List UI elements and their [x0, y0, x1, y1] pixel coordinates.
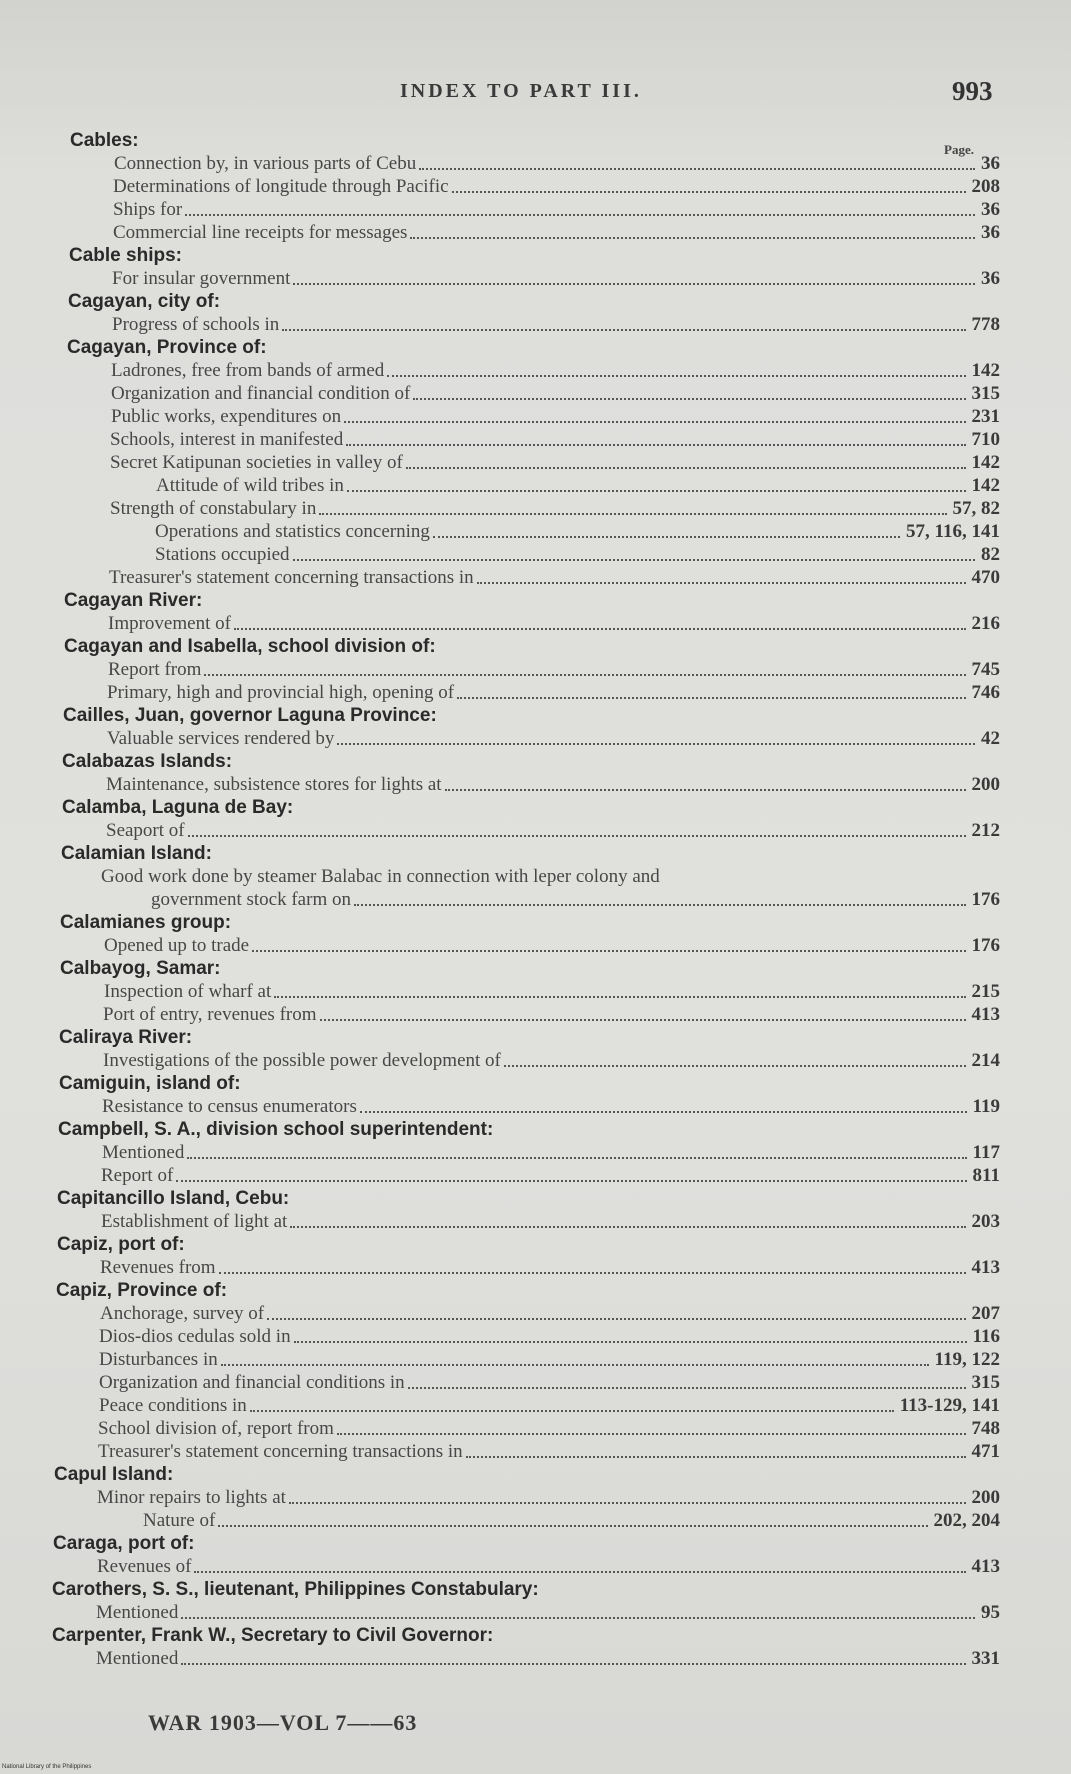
page-title: INDEX TO PART III.	[400, 80, 642, 102]
index-page-ref: 212	[971, 820, 1000, 841]
index-entry	[111, 383, 1000, 405]
index-entry	[96, 1602, 1000, 1624]
dot-leader	[466, 1455, 966, 1458]
index-page-ref: 746	[971, 682, 1000, 703]
index-entry-text: Resistance to census enumerators	[102, 1096, 357, 1117]
index-page-ref: 231	[971, 406, 1000, 427]
dot-leader	[181, 1662, 965, 1665]
index-heading-text: Caliraya River:	[59, 1027, 193, 1048]
index-entry-text: Organization and financial condition of	[111, 383, 411, 404]
index-heading-text: Cable ships:	[69, 245, 182, 266]
index-entry-text: Report of	[101, 1165, 174, 1186]
index-heading	[62, 751, 1000, 773]
index-heading-text: Cagayan, Province of:	[67, 337, 267, 358]
index-entry-text: Operations and statistics concerning	[155, 521, 430, 542]
index-entry	[106, 774, 1000, 796]
index-heading-text: Calamba, Laguna de Bay:	[62, 797, 294, 818]
index-page-ref: 470	[971, 567, 1000, 588]
index-entry	[113, 199, 1000, 221]
dot-leader	[267, 1317, 965, 1320]
index-heading	[59, 1027, 1000, 1049]
page-header	[0, 76, 1071, 116]
index-entry	[155, 521, 1000, 543]
index-entry	[102, 1142, 1000, 1164]
index-entry	[106, 820, 1000, 842]
index-entry	[113, 176, 1000, 198]
index-heading-text: Cables:	[70, 130, 139, 151]
index-heading	[60, 912, 1000, 934]
index-entry	[97, 1487, 1000, 1509]
dot-leader	[194, 1570, 965, 1573]
index-entry-text: government stock farm on	[151, 889, 351, 910]
index-heading-text: Capiz, Province of:	[56, 1280, 228, 1301]
scan-credit: National Library of the Philippines	[2, 1764, 92, 1770]
index-entry	[103, 1004, 1000, 1026]
dot-leader	[293, 558, 975, 561]
dot-leader	[477, 581, 966, 584]
index-entry	[102, 1096, 1000, 1118]
index-page-ref: 176	[971, 889, 1000, 910]
index-page-ref: 57, 116, 141	[906, 521, 1000, 542]
index-entry-text: Mentioned	[102, 1142, 185, 1163]
index-entry	[110, 429, 1000, 451]
index-entry-text: Valuable services rendered by	[107, 728, 335, 749]
dot-leader	[221, 1363, 929, 1366]
index-entry-text: Treasurer's statement concerning transactions in	[109, 567, 474, 588]
dot-leader	[413, 397, 965, 400]
index-entry	[111, 406, 1000, 428]
index-heading-text: Carothers, S. S., lieutenant, Philippines Constabulary:	[52, 1579, 539, 1600]
index-page-ref: 142	[971, 360, 1000, 381]
index-entry	[103, 1050, 1000, 1072]
index-heading	[69, 245, 1000, 267]
dot-leader	[337, 742, 975, 745]
index-heading	[61, 843, 1000, 865]
index-heading	[52, 1625, 1000, 1647]
dot-leader	[185, 213, 975, 216]
index-page-ref: 36	[981, 222, 1000, 243]
index-entry-text: Progress of schools in	[112, 314, 280, 335]
index-heading	[57, 1234, 1000, 1256]
index-entry	[99, 1372, 1000, 1394]
index-entry	[96, 1648, 1000, 1670]
index-heading-text: Capul Island:	[54, 1464, 174, 1485]
index-heading-text: Caraga, port of:	[53, 1533, 195, 1554]
index-page-ref: 778	[971, 314, 1000, 335]
index-page-ref: 119, 122	[934, 1349, 1000, 1370]
page-footer: WAR 1903—VOL 7——63	[148, 1710, 418, 1735]
index-entry-text: Nature of	[143, 1510, 216, 1531]
index-heading	[59, 1073, 1000, 1095]
index-page-ref: 216	[971, 613, 1000, 634]
dot-leader	[274, 995, 965, 998]
index-page-ref: 202, 204	[933, 1510, 1000, 1531]
index-entry	[110, 452, 1000, 474]
dot-leader	[234, 627, 966, 630]
dot-leader	[457, 696, 965, 699]
index-heading-text: Calamian Island:	[61, 843, 212, 864]
index-page-ref: 200	[971, 1487, 1000, 1508]
index-entry-text: School division of, report from	[98, 1418, 334, 1439]
index-heading	[70, 130, 1000, 152]
index-heading	[60, 958, 1000, 980]
index-heading-text: Calamianes group:	[60, 912, 232, 933]
index-heading-text: Carpenter, Frank W., Secretary to Civil Governor:	[52, 1625, 494, 1646]
index-page-ref: 413	[971, 1556, 1000, 1577]
index-entry	[143, 1510, 1000, 1532]
index-entry	[107, 682, 1000, 704]
index-heading	[64, 590, 1000, 612]
index-page-ref: 315	[971, 1372, 1000, 1393]
index-entry-text: Mentioned	[96, 1648, 179, 1669]
dot-leader	[218, 1524, 927, 1527]
index-page-ref: 413	[971, 1257, 1000, 1278]
dot-leader	[406, 466, 966, 469]
index-entry-text: Inspection of wharf at	[104, 981, 272, 1002]
dot-leader	[204, 673, 965, 676]
index-heading-text: Capitancillo Island, Cebu:	[57, 1188, 290, 1209]
index-heading-text: Cailles, Juan, governor Laguna Province:	[63, 705, 437, 726]
index-page-ref: 142	[971, 475, 1000, 496]
index-entry	[99, 1326, 1000, 1348]
index-heading-text: Camiguin, island of:	[59, 1073, 241, 1094]
index-heading-text: Capiz, port of:	[57, 1234, 185, 1255]
index-entry-text: Ladrones, free from bands of armed	[111, 360, 385, 381]
index-page-ref: 471	[971, 1441, 1000, 1462]
index-entry	[151, 889, 1000, 911]
index-page-ref: 57, 82	[952, 498, 1000, 519]
index-page-ref: 42	[981, 728, 1000, 749]
index-entry	[104, 981, 1000, 1003]
index-page-ref: 95	[981, 1602, 1000, 1623]
index-entry-text: Dios-dios cedulas sold in	[99, 1326, 291, 1347]
index-page-ref: 331	[971, 1648, 1000, 1669]
index-page-ref: 710	[971, 429, 1000, 450]
index-entry	[98, 1418, 1000, 1440]
index-entry	[99, 1395, 1000, 1417]
dot-leader	[346, 443, 965, 446]
index-entry	[99, 1349, 1000, 1371]
dot-leader	[181, 1616, 975, 1619]
index-page-ref: 200	[971, 774, 1000, 795]
dot-leader	[408, 1386, 966, 1389]
index-heading	[57, 1188, 1000, 1210]
index-heading	[52, 1579, 1000, 1601]
index-entry-text: Port of entry, revenues from	[103, 1004, 317, 1025]
index-heading-text: Cagayan and Isabella, school division of:	[64, 636, 436, 657]
dot-leader	[387, 374, 965, 377]
index-heading	[63, 705, 1000, 727]
index-heading	[54, 1464, 1000, 1486]
index-entry-text: Investigations of the possible power development of	[103, 1050, 501, 1071]
index-page-ref: 748	[971, 1418, 1000, 1439]
index-entry-text: Secret Katipunan societies in valley of	[110, 452, 403, 473]
index-page-ref: 215	[971, 981, 1000, 1002]
index-heading	[68, 291, 1000, 313]
index-heading	[62, 797, 1000, 819]
dot-leader	[419, 167, 975, 170]
index-page-ref: 413	[971, 1004, 1000, 1025]
dot-leader	[293, 282, 975, 285]
index-entry-text: Maintenance, subsistence stores for lights at	[106, 774, 442, 795]
index-entry	[104, 935, 1000, 957]
dot-leader	[354, 903, 966, 906]
index-entry-text: Attitude of wild tribes in	[156, 475, 344, 496]
index-page-ref: 208	[971, 176, 1000, 197]
dot-leader	[360, 1110, 967, 1113]
index-page-ref: 117	[972, 1142, 1000, 1163]
index-page-ref: 119	[972, 1096, 1000, 1117]
index-page-ref: 214	[971, 1050, 1000, 1071]
index-entry-text: Primary, high and provincial high, opening of	[107, 682, 455, 703]
dot-leader	[433, 535, 900, 538]
index-entry-text: Seaport of	[106, 820, 185, 841]
index-entry	[109, 567, 1000, 589]
dot-leader	[294, 1340, 967, 1343]
index-entry	[155, 544, 1000, 566]
index-entry	[101, 1211, 1000, 1233]
index-entry	[101, 866, 1000, 888]
dot-leader	[452, 190, 966, 193]
index-page-ref: 36	[981, 153, 1000, 174]
index-entry	[98, 1441, 1000, 1463]
index-entry-text: Stations occupied	[155, 544, 290, 565]
index-entry-text: Determinations of longitude through Pacific	[113, 176, 449, 197]
dot-leader	[344, 420, 965, 423]
index-heading	[56, 1280, 1000, 1302]
dot-leader	[252, 949, 965, 952]
index-entry	[111, 360, 1000, 382]
index-entry	[100, 1303, 1000, 1325]
index-page-ref: 116	[972, 1326, 1000, 1347]
index-entry-text: Report from	[108, 659, 202, 680]
index-page-ref: 315	[971, 383, 1000, 404]
index-entry-text: Connection by, in various parts of Cebu	[114, 153, 417, 174]
index-entry-text: Good work done by steamer Balabac in connection with leper colony and	[101, 866, 660, 887]
index-heading-text: Campbell, S. A., division school superintendent:	[58, 1119, 494, 1140]
dot-leader	[445, 788, 966, 791]
index-heading	[58, 1119, 1000, 1141]
index-heading-text: Calabazas Islands:	[62, 751, 233, 772]
dot-leader	[289, 1501, 966, 1504]
index-entry	[108, 659, 1000, 681]
dot-leader	[319, 512, 946, 515]
index-page-ref: 113-129, 141	[899, 1395, 1000, 1416]
index-heading	[67, 337, 1000, 359]
index-page-ref: 207	[971, 1303, 1000, 1324]
dot-leader	[219, 1271, 966, 1274]
index-page-ref: 745	[971, 659, 1000, 680]
dot-leader	[410, 236, 975, 239]
index-heading	[64, 636, 1000, 658]
index-heading-text: Cagayan River:	[64, 590, 203, 611]
index-entry-text: Anchorage, survey of	[100, 1303, 265, 1324]
index-page-ref: 203	[971, 1211, 1000, 1232]
index-entry-text: For insular government	[112, 268, 291, 289]
index-entry	[114, 153, 1000, 175]
dot-leader	[176, 1179, 966, 1182]
dot-leader	[290, 1225, 965, 1228]
index-entry	[110, 498, 1000, 520]
index-page-ref: 176	[971, 935, 1000, 956]
index-page-ref: 82	[981, 544, 1000, 565]
index-page-ref: 811	[972, 1165, 1000, 1186]
index-entry-text: Schools, interest in manifested	[110, 429, 344, 450]
index-entry-text: Peace conditions in	[99, 1395, 247, 1416]
dot-leader	[282, 328, 965, 331]
index-entry	[112, 314, 1000, 336]
index-entry	[100, 1257, 1000, 1279]
index-entry-text: Improvement of	[108, 613, 231, 634]
index-entry-text: Mentioned	[96, 1602, 179, 1623]
index-entry-text: Strength of constabulary in	[110, 498, 317, 519]
index-entry-text: Opened up to trade	[104, 935, 250, 956]
index-page-ref: 36	[981, 268, 1000, 289]
dot-leader	[250, 1409, 894, 1412]
page-column-label: Page.	[944, 142, 974, 157]
index-entry-text: Revenues from	[100, 1257, 216, 1278]
dot-leader	[337, 1432, 966, 1435]
dot-leader	[347, 489, 966, 492]
dot-leader	[187, 1156, 966, 1159]
index-entry	[113, 222, 1000, 244]
index-entry	[108, 613, 1000, 635]
index-entry-text: Ships for	[113, 199, 183, 220]
index-entry	[97, 1556, 1000, 1578]
dot-leader	[188, 834, 966, 837]
index-entry	[112, 268, 1000, 290]
index-page-ref: 36	[981, 199, 1000, 220]
index-entry-text: Public works, expenditures on	[111, 406, 342, 427]
index-entry-text: Commercial line receipts for messages	[113, 222, 408, 243]
dot-leader	[504, 1064, 966, 1067]
index-heading	[53, 1533, 1000, 1555]
index-entry-text: Disturbances in	[99, 1349, 218, 1370]
index-entry	[101, 1165, 1000, 1187]
index-entry-text: Minor repairs to lights at	[97, 1487, 286, 1508]
index-heading-text: Cagayan, city of:	[68, 291, 221, 312]
index-entry-text: Organization and financial conditions in	[99, 1372, 405, 1393]
index-entry	[107, 728, 1000, 750]
page-number: 993	[952, 76, 993, 106]
dot-leader	[320, 1018, 966, 1021]
index-page-ref: 142	[971, 452, 1000, 473]
index-heading-text: Calbayog, Samar:	[60, 958, 221, 979]
index-entry-text: Establishment of light at	[101, 1211, 288, 1232]
index-entry	[156, 475, 1000, 497]
index-entry-text: Treasurer's statement concerning transactions in	[98, 1441, 463, 1462]
index-entry-text: Revenues of	[97, 1556, 192, 1577]
